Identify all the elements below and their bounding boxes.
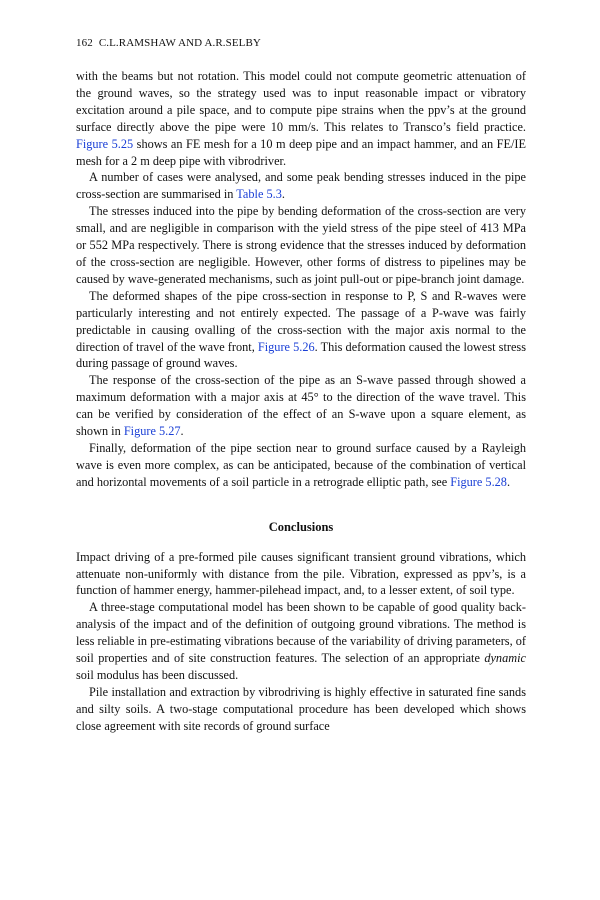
running-head-authors: C.L.RAMSHAW AND A.R.SELBY bbox=[98, 37, 261, 49]
paragraph-text: with the beams but not rotation. This model could not compute geometric attenuation of the ground waves, so the strategy used was to input reasonable impact or vibratory excitation around a pile space, and to compute pipe strains when the ppv’s at the ground surface directly above the pipe were 10 mm/s. This relates to Transco’s field practice. bbox=[76, 69, 526, 134]
page bbox=[76, 0, 526, 735]
paragraph bbox=[76, 68, 526, 169]
figure-5-25-link[interactable]: Figure 5.25 bbox=[76, 136, 134, 151]
paragraph bbox=[76, 372, 526, 440]
section-heading-conclusions: Conclusions bbox=[268, 519, 334, 534]
figure-5-28-link[interactable]: Figure 5.28 bbox=[450, 474, 507, 489]
paragraph-text: A number of cases were analysed, and some peak bending stresses induced in the pipe cross-section are summarised in bbox=[76, 170, 526, 202]
paragraph bbox=[76, 440, 526, 491]
paragraph: Pile installation and extraction by vibrodriving is highly effective in saturated fine sands and silty soils. A two-stage computational procedure has been developed which shows close agreement with site records of ground surface bbox=[76, 684, 526, 733]
paragraph bbox=[76, 288, 526, 373]
table-5-3-link[interactable]: Table 5.3 bbox=[236, 187, 282, 202]
paragraph bbox=[76, 599, 526, 684]
figure-5-26-link[interactable]: Figure 5.26 bbox=[257, 339, 315, 354]
emphasis-dynamic: dynamic bbox=[484, 651, 526, 666]
paragraph-text: The response of the cross-section of the pipe as an S-wave passed through showed a maximum deformation with a major axis at 45° to the direction of the wave travel. This can be verified by consideration of the effect of an S-wave upon a square element, as shown in bbox=[76, 373, 526, 439]
paragraph-text: Finally, deformation of the pipe section near to ground surface caused by a Rayleigh wave is even more complex, as can be anticipated, because of the combination of vertical and horizontal movements of a soil particle in a retrograde elliptic path, see bbox=[76, 440, 526, 489]
figure-5-27-link[interactable]: Figure 5.27 bbox=[123, 424, 181, 439]
paragraph-text: A three-stage computational model has been shown to be capable of good quality back-analysis of the impact and of the definition of outgoing ground vibrations. The method is less reliable in pre-estimating vibrations because of the variability of driving parameters, of soil properties and of site construction features. The selection of an appropriate bbox=[76, 600, 526, 666]
paragraph-text: . bbox=[506, 474, 511, 489]
paragraph-text: shows an FE mesh for a 10 m deep pipe and an impact hammer, and an FE/IE mesh for a 2 m deep pipe with vibrodriver. bbox=[76, 136, 526, 168]
paragraph-text: The deformed shapes of the pipe cross-section in response to P, S and R-waves were particularly interesting and not entirely expected. The passage of a P-wave was fairly predictable in causing ovalling of the cross-section with the major axis normal to the direction of travel of the wave front, bbox=[76, 288, 526, 354]
paragraph-text: . bbox=[180, 424, 184, 439]
paragraph-text: . This deformation caused the lowest stress during passage of ground waves. bbox=[76, 339, 526, 371]
paragraph-text: . bbox=[281, 187, 285, 202]
paragraph bbox=[76, 169, 526, 203]
page-number: 162 bbox=[76, 37, 93, 49]
running-head bbox=[76, 36, 526, 50]
paragraph-text: soil modulus has been discussed. bbox=[76, 668, 239, 682]
paragraph: Impact driving of a pre-formed pile causes significant transient ground vibrations, which attenuate non-uniformly with distance from the pile. Vibration, expressed as ppv’s, is a function of hammer energy, hammer-pilehead impact, and, to a lesser extent, of soil type. bbox=[76, 549, 526, 598]
body-text bbox=[76, 68, 526, 735]
paragraph: The stresses induced into the pipe by bending deformation of the cross-section are very small, and are negligible in comparison with the yield stress of the pipe steel of 413 MPa or 552 MPa respectively. There is strong evidence that the stresses induced by deformation of the cross-section are negligible. However, other forms of distress to pipelines may be caused by wave-generated mechanisms, such as joint pull-out or pipe-branch joint damage. bbox=[76, 204, 526, 286]
